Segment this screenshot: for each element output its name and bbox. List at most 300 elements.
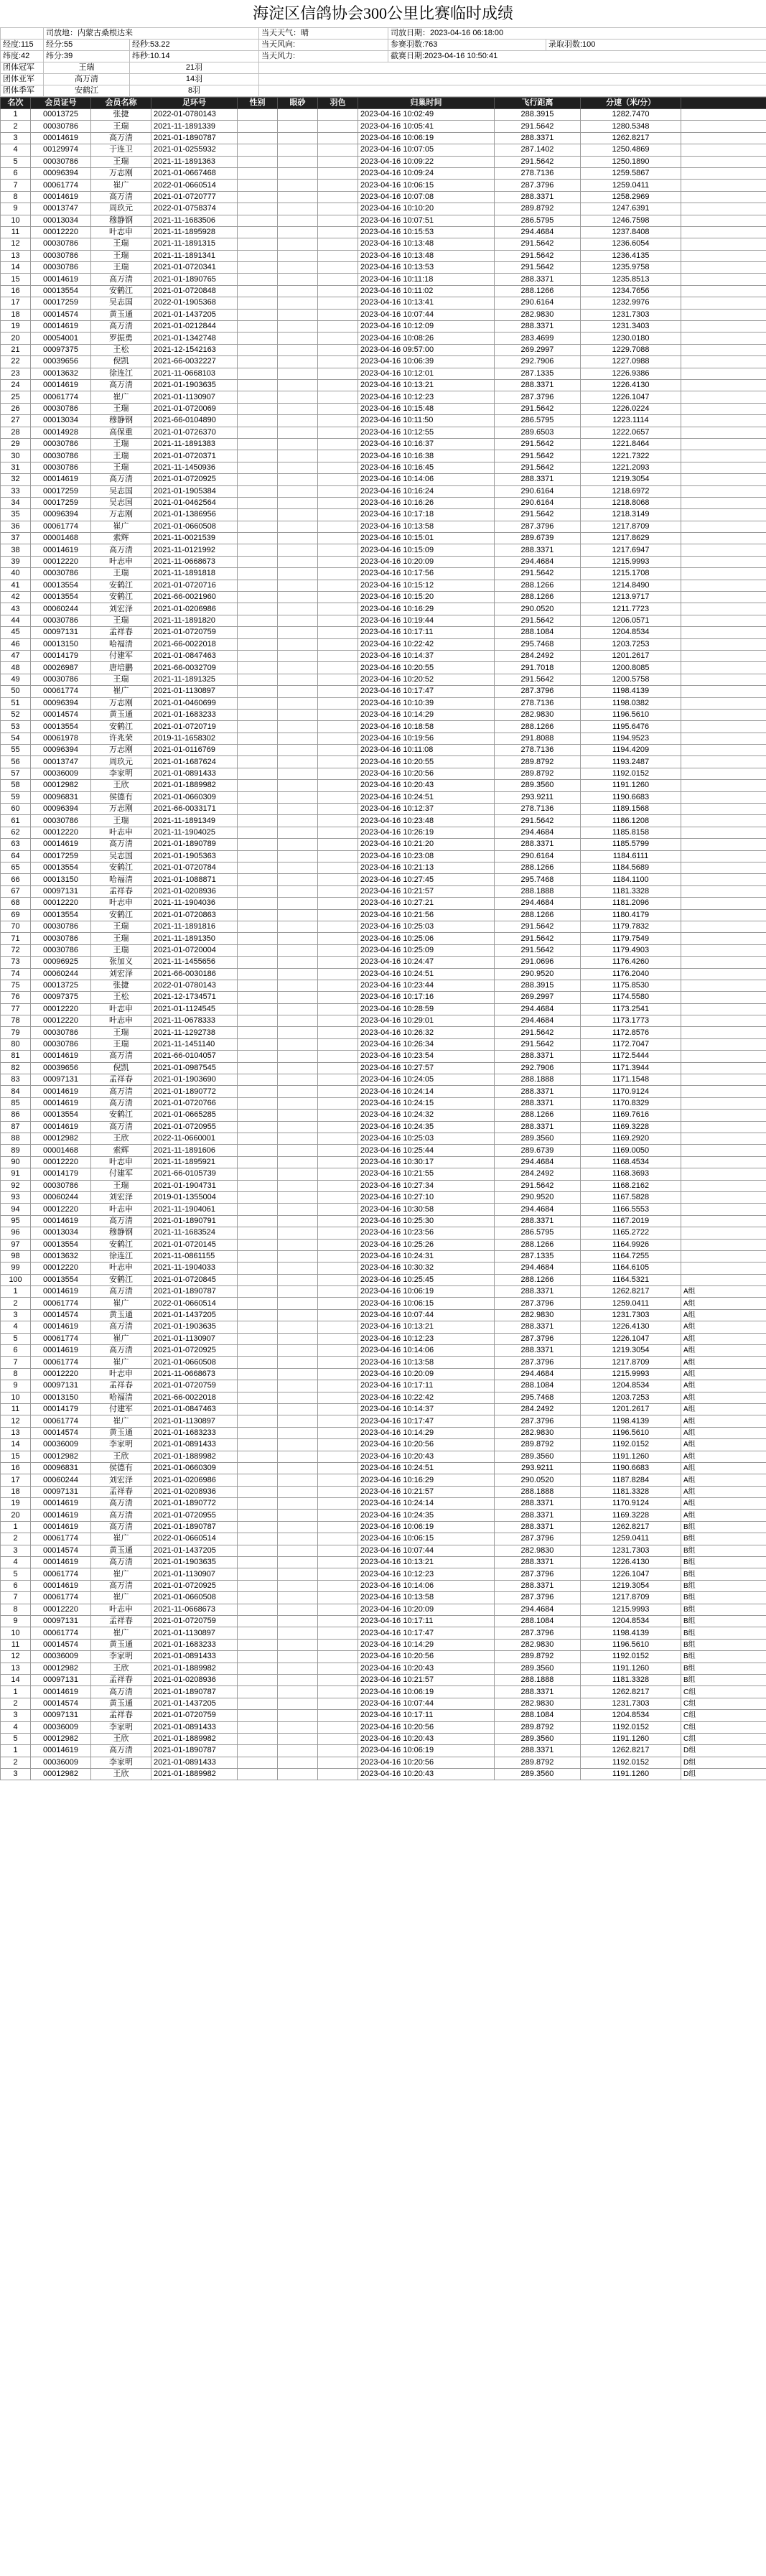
cell-sex: [238, 344, 278, 355]
col-header-distance: 飞行距离: [495, 98, 581, 109]
cell-member-id: 00030786: [31, 568, 91, 580]
cell-arrival-time: 2023-04-16 10:17:11: [358, 1616, 495, 1627]
cell-sex: [238, 556, 278, 567]
cell-eye: [278, 1274, 318, 1285]
cell-group: [681, 238, 766, 250]
cell-eye: [278, 1062, 318, 1074]
cell-member-id: 00013554: [31, 285, 91, 297]
cell-member-id: 00012220: [31, 1604, 91, 1615]
cell-rank: 67: [1, 885, 31, 897]
cell-rank: 82: [1, 1062, 31, 1074]
cell-arrival-time: 2023-04-16 10:21:57: [358, 1674, 495, 1685]
cell-distance: 287.1402: [495, 144, 581, 156]
cell-speed: 1231.7303: [581, 309, 681, 320]
cell-eye: [278, 1051, 318, 1062]
cell-ring-number: 2021-11-1904061: [151, 1204, 238, 1215]
cell-speed: 1204.8534: [581, 1710, 681, 1721]
cell-rank: 77: [1, 1003, 31, 1015]
cell-ring-number: 2022-01-0758374: [151, 203, 238, 215]
cell-feather-color: [318, 1710, 358, 1721]
cell-sex: [238, 1663, 278, 1674]
table-row: [1, 1180, 766, 1191]
cell-eye: [278, 1345, 318, 1357]
cell-distance: 269.2997: [495, 992, 581, 1003]
cell-distance: 290.6164: [495, 850, 581, 862]
cell-arrival-time: 2023-04-16 10:21:56: [358, 909, 495, 921]
cell-arrival-time: 2023-04-16 10:27:21: [358, 898, 495, 909]
cell-speed: 1184.1100: [581, 874, 681, 885]
cell-eye: [278, 874, 318, 885]
cell-member-id: 00039656: [31, 356, 91, 368]
cell-member-name: 王瑞: [91, 674, 151, 685]
cell-member-name: 李家明: [91, 1439, 151, 1451]
cell-eye: [278, 1415, 318, 1427]
cell-feather-color: [318, 1180, 358, 1191]
cell-distance: 291.5642: [495, 250, 581, 261]
cell-feather-color: [318, 1191, 358, 1203]
cell-member-id: 00014619: [31, 1580, 91, 1591]
cell-member-name: 付建军: [91, 650, 151, 661]
cell-group: [681, 1156, 766, 1168]
cell-member-id: 00014619: [31, 839, 91, 850]
cell-eye: [278, 1710, 318, 1721]
cell-member-name: 王瑞: [91, 1180, 151, 1191]
cell-distance: 288.3371: [495, 1510, 581, 1521]
cell-group: [681, 580, 766, 591]
cell-eye: [278, 933, 318, 944]
cell-feather-color: [318, 438, 358, 450]
cell-distance: 288.3371: [495, 544, 581, 556]
cell-ring-number: 2021-01-0720759: [151, 1616, 238, 1627]
cell-distance: 291.5642: [495, 815, 581, 827]
cell-group: [681, 333, 766, 344]
table-row: [1, 909, 766, 921]
cell-feather-color: [318, 180, 358, 191]
table-row: [1, 898, 766, 909]
cell-eye: [278, 462, 318, 473]
cell-sex: [238, 238, 278, 250]
cell-group: B组: [681, 1627, 766, 1639]
cell-distance: 278.7136: [495, 697, 581, 709]
award-count: 14羽: [130, 74, 259, 85]
cell-member-name: 孟祥春: [91, 1074, 151, 1086]
cell-member-id: 00030786: [31, 1027, 91, 1038]
cell-rank: 5: [1, 1333, 31, 1344]
cell-speed: 1259.0411: [581, 1533, 681, 1545]
cell-arrival-time: 2023-04-16 10:06:19: [358, 1286, 495, 1298]
latitude-min: 纬分:39: [44, 51, 130, 62]
cell-sex: [238, 1651, 278, 1663]
cell-sex: [238, 262, 278, 274]
cell-sex: [238, 1309, 278, 1321]
cell-distance: 291.5642: [495, 1027, 581, 1038]
cell-speed: 1215.9993: [581, 1368, 681, 1380]
cell-sex: [238, 709, 278, 720]
cell-group: [681, 885, 766, 897]
cell-group: [681, 815, 766, 827]
cell-member-name: 高万清: [91, 379, 151, 391]
cell-arrival-time: 2023-04-16 10:17:18: [358, 509, 495, 521]
cell-distance: 291.5642: [495, 438, 581, 450]
cell-sex: [238, 1156, 278, 1168]
cell-rank: 54: [1, 733, 31, 744]
cell-member-id: 00030786: [31, 262, 91, 274]
cell-ring-number: 2021-01-0720759: [151, 1710, 238, 1721]
cell-eye: [278, 144, 318, 156]
cell-distance: 282.9830: [495, 1545, 581, 1556]
cell-member-id: 00096831: [31, 1462, 91, 1474]
cell-rank: 89: [1, 1145, 31, 1156]
team-award-row: [1, 85, 766, 97]
cell-arrival-time: 2023-04-16 10:14:29: [358, 709, 495, 720]
cell-group: [681, 1145, 766, 1156]
cell-group: [681, 1133, 766, 1144]
cell-speed: 1184.6111: [581, 850, 681, 862]
cell-sex: [238, 297, 278, 309]
cell-sex: [238, 144, 278, 156]
cell-sex: [238, 1215, 278, 1227]
cell-rank: 64: [1, 850, 31, 862]
longitude-sec: 经秒:53.22: [130, 39, 259, 51]
cell-member-name: 张捷: [91, 980, 151, 991]
cell-eye: [278, 1086, 318, 1097]
cell-group: [681, 309, 766, 320]
table-row: [1, 1733, 766, 1744]
cell-sex: [238, 592, 278, 603]
cell-arrival-time: 2023-04-16 10:14:29: [358, 1639, 495, 1650]
cell-sex: [238, 368, 278, 379]
cell-distance: 288.3371: [495, 1321, 581, 1333]
cell-arrival-time: 2023-04-16 10:24:31: [358, 1250, 495, 1262]
cell-member-id: 00013034: [31, 215, 91, 226]
cell-member-name: 张捷: [91, 109, 151, 121]
cell-distance: 291.0696: [495, 957, 581, 968]
cell-rank: 81: [1, 1051, 31, 1062]
cell-eye: [278, 1651, 318, 1663]
cell-member-name: 高万清: [91, 1686, 151, 1698]
cell-rank: 9: [1, 203, 31, 215]
cell-distance: 288.3371: [495, 1745, 581, 1757]
cell-speed: 1185.5799: [581, 839, 681, 850]
cell-feather-color: [318, 144, 358, 156]
cell-member-name: 王瑞: [91, 450, 151, 462]
table-row: [1, 1674, 766, 1685]
cell-group: [681, 780, 766, 791]
cell-speed: 1176.2040: [581, 968, 681, 980]
cell-rank: 1: [1, 109, 31, 121]
cell-member-id: 00017259: [31, 497, 91, 508]
cell-feather-color: [318, 167, 358, 179]
cell-distance: 288.3915: [495, 109, 581, 121]
cell-rank: 60: [1, 804, 31, 815]
cell-speed: 1231.3403: [581, 321, 681, 333]
cell-member-id: 00012220: [31, 1368, 91, 1380]
cell-rank: 1: [1, 1521, 31, 1533]
cell-speed: 1215.9993: [581, 556, 681, 567]
cell-member-id: 00013150: [31, 1392, 91, 1403]
cell-speed: 1181.3328: [581, 1674, 681, 1685]
cell-speed: 1250.4869: [581, 144, 681, 156]
cell-eye: [278, 485, 318, 497]
cell-member-name: 高万清: [91, 274, 151, 285]
cell-rank: 80: [1, 1038, 31, 1050]
cell-distance: 287.3796: [495, 1533, 581, 1545]
cell-eye: [278, 1757, 318, 1768]
cell-rank: 32: [1, 474, 31, 485]
cell-feather-color: [318, 1227, 358, 1239]
cell-rank: 11: [1, 1403, 31, 1415]
table-row: [1, 850, 766, 862]
cell-group: [681, 450, 766, 462]
cell-rank: 74: [1, 968, 31, 980]
cell-speed: 1226.0224: [581, 403, 681, 414]
cell-ring-number: 2021-66-0104890: [151, 415, 238, 427]
table-row: [1, 1663, 766, 1674]
cell-speed: 1194.4209: [581, 745, 681, 756]
cell-sex: [238, 827, 278, 838]
cell-speed: 1221.8464: [581, 438, 681, 450]
cell-member-name: 安鹤江: [91, 592, 151, 603]
cell-group: A组: [681, 1498, 766, 1510]
table-row: [1, 1062, 766, 1074]
cell-ring-number: 2021-01-0208936: [151, 1486, 238, 1497]
cell-member-name: 安鹤江: [91, 285, 151, 297]
cell-feather-color: [318, 1580, 358, 1591]
cell-sex: [238, 638, 278, 650]
cell-sex: [238, 203, 278, 215]
cell-arrival-time: 2023-04-16 10:16:45: [358, 462, 495, 473]
cell-arrival-time: 2023-04-16 10:26:32: [358, 1027, 495, 1038]
cell-sex: [238, 1321, 278, 1333]
cell-rank: 58: [1, 780, 31, 791]
cell-member-name: 高万清: [91, 1580, 151, 1591]
cell-member-id: 00013554: [31, 909, 91, 921]
cell-rank: 6: [1, 1580, 31, 1591]
cell-arrival-time: 2023-04-16 10:20:09: [358, 1368, 495, 1380]
cell-ring-number: 2021-01-1683233: [151, 1639, 238, 1650]
cell-sex: [238, 756, 278, 768]
cell-group: [681, 603, 766, 615]
cell-speed: 1172.8576: [581, 1027, 681, 1038]
cell-speed: 1191.1260: [581, 1733, 681, 1744]
cell-group: [681, 274, 766, 285]
cell-speed: 1195.6476: [581, 721, 681, 733]
cell-group: [681, 1204, 766, 1215]
col-header-member-name: 会员名称: [91, 98, 151, 109]
cell-sex: [238, 745, 278, 756]
cell-eye: [278, 603, 318, 615]
cell-member-name: 王欣: [91, 1663, 151, 1674]
cell-group: B组: [681, 1651, 766, 1663]
cell-speed: 1168.3693: [581, 1168, 681, 1180]
cell-member-name: 黄玉通: [91, 709, 151, 720]
cell-group: [681, 1110, 766, 1121]
cell-ring-number: 2021-11-1891339: [151, 121, 238, 132]
cell-feather-color: [318, 1745, 358, 1757]
cell-eye: [278, 697, 318, 709]
cell-rank: 44: [1, 615, 31, 626]
cell-arrival-time: 2023-04-16 10:08:26: [358, 333, 495, 344]
cell-eye: [278, 1015, 318, 1027]
cell-member-name: 高万清: [91, 839, 151, 850]
table-row: [1, 1639, 766, 1650]
table-row: [1, 686, 766, 697]
table-row: [1, 1321, 766, 1333]
cell-ring-number: 2021-01-1130897: [151, 686, 238, 697]
cell-group: C组: [681, 1686, 766, 1698]
results-header: [1, 98, 766, 109]
cell-member-name: 徐连江: [91, 368, 151, 379]
cell-member-name: 万志刚: [91, 697, 151, 709]
cell-distance: 292.7906: [495, 1062, 581, 1074]
cell-distance: 291.5642: [495, 156, 581, 167]
cell-member-name: 黄玉通: [91, 1545, 151, 1556]
info-row-2: [1, 39, 766, 51]
cell-eye: [278, 309, 318, 320]
cell-feather-color: [318, 697, 358, 709]
cell-member-name: 王瑞: [91, 250, 151, 261]
cell-feather-color: [318, 1321, 358, 1333]
cell-eye: [278, 721, 318, 733]
cell-rank: 8: [1, 1604, 31, 1615]
cell-sex: [238, 1439, 278, 1451]
cell-arrival-time: 2023-04-16 10:24:14: [358, 1086, 495, 1097]
cell-member-id: 00026987: [31, 662, 91, 674]
cell-feather-color: [318, 1133, 358, 1144]
cell-member-name: 王松: [91, 992, 151, 1003]
cell-ring-number: 2019-01-1355004: [151, 1191, 238, 1203]
cell-member-name: 倪凯: [91, 1062, 151, 1074]
cell-distance: 287.1335: [495, 1250, 581, 1262]
cell-rank: 59: [1, 791, 31, 803]
cell-eye: [278, 592, 318, 603]
table-row: [1, 309, 766, 320]
cell-sex: [238, 1639, 278, 1650]
cell-member-name: 王瑞: [91, 156, 151, 167]
cell-group: B组: [681, 1639, 766, 1650]
cell-ring-number: 2021-01-0208936: [151, 1674, 238, 1685]
cell-member-id: 00014574: [31, 1639, 91, 1650]
cell-rank: 14: [1, 1674, 31, 1685]
cell-sex: [238, 485, 278, 497]
cell-member-name: 穆静钢: [91, 215, 151, 226]
cell-member-name: 王瑞: [91, 462, 151, 473]
cell-feather-color: [318, 638, 358, 650]
cell-group: [681, 474, 766, 485]
cell-speed: 1211.7723: [581, 603, 681, 615]
cell-member-name: 叶志申: [91, 226, 151, 238]
cell-rank: 42: [1, 592, 31, 603]
cell-arrival-time: 2023-04-16 10:15:09: [358, 544, 495, 556]
cell-member-name: 吴志国: [91, 297, 151, 309]
col-header-rank: 名次: [1, 98, 31, 109]
cell-speed: 1246.7598: [581, 215, 681, 226]
cell-arrival-time: 2023-04-16 10:06:19: [358, 132, 495, 144]
cell-member-id: 00036009: [31, 1721, 91, 1733]
cell-member-id: 00097131: [31, 1380, 91, 1392]
cell-feather-color: [318, 1215, 358, 1227]
cell-eye: [278, 1133, 318, 1144]
cell-ring-number: 2021-11-1891818: [151, 568, 238, 580]
cell-member-name: 刘宏泽: [91, 968, 151, 980]
cell-arrival-time: 2023-04-16 10:24:32: [358, 1110, 495, 1121]
cell-group: A组: [681, 1392, 766, 1403]
cell-member-id: 00014619: [31, 1051, 91, 1062]
cell-ring-number: 2021-01-0720766: [151, 1097, 238, 1109]
cell-group: C组: [681, 1721, 766, 1733]
table-row: [1, 1015, 766, 1027]
cell-member-id: 00013554: [31, 1239, 91, 1250]
cell-rank: 7: [1, 180, 31, 191]
cell-ring-number: 2021-01-0720716: [151, 580, 238, 591]
cell-group: [681, 921, 766, 932]
table-row: [1, 1392, 766, 1403]
table-row: [1, 285, 766, 297]
cell-distance: 291.5642: [495, 615, 581, 626]
cell-rank: 3: [1, 1710, 31, 1721]
cell-arrival-time: 2023-04-16 10:20:56: [358, 1721, 495, 1733]
cell-member-id: 00097131: [31, 627, 91, 638]
cell-ring-number: 2021-01-1890765: [151, 274, 238, 285]
cell-sex: [238, 1003, 278, 1015]
cell-sex: [238, 474, 278, 485]
cell-feather-color: [318, 191, 358, 203]
cell-rank: 20: [1, 1510, 31, 1521]
cell-rank: 39: [1, 556, 31, 567]
table-row: [1, 1309, 766, 1321]
cell-member-id: 00014574: [31, 1427, 91, 1438]
cell-distance: 284.2492: [495, 650, 581, 661]
cell-eye: [278, 1357, 318, 1368]
cell-speed: 1217.8709: [581, 521, 681, 532]
cell-group: B组: [681, 1533, 766, 1545]
cell-arrival-time: 2023-04-16 10:13:48: [358, 250, 495, 261]
cell-group: [681, 1062, 766, 1074]
cell-speed: 1219.3054: [581, 474, 681, 485]
cell-distance: 288.1266: [495, 580, 581, 591]
cell-group: [681, 144, 766, 156]
cell-rank: 52: [1, 709, 31, 720]
cell-member-name: 高万清: [91, 132, 151, 144]
cell-arrival-time: 2023-04-16 10:20:43: [358, 1663, 495, 1674]
table-row: [1, 1239, 766, 1250]
cell-sex: [238, 121, 278, 132]
cell-group: [681, 980, 766, 991]
cell-rank: 6: [1, 1345, 31, 1357]
cell-member-name: 崔广: [91, 391, 151, 403]
cell-arrival-time: 2023-04-16 10:07:44: [358, 1698, 495, 1709]
cell-sex: [238, 427, 278, 438]
cell-arrival-time: 2023-04-16 10:06:15: [358, 1298, 495, 1309]
cell-arrival-time: 2023-04-16 10:20:56: [358, 1651, 495, 1663]
cell-group: [681, 544, 766, 556]
cell-group: [681, 167, 766, 179]
cell-member-name: 黄玉通: [91, 1309, 151, 1321]
cell-feather-color: [318, 957, 358, 968]
cell-member-id: 00097131: [31, 885, 91, 897]
cell-sex: [238, 1710, 278, 1721]
cell-eye: [278, 1156, 318, 1168]
cell-member-id: 00013725: [31, 980, 91, 991]
cell-eye: [278, 1286, 318, 1298]
cell-eye: [278, 580, 318, 591]
cell-speed: 1259.5867: [581, 167, 681, 179]
cell-speed: 1215.9993: [581, 1604, 681, 1615]
cell-group: B组: [681, 1604, 766, 1615]
cell-feather-color: [318, 627, 358, 638]
cell-group: [681, 839, 766, 850]
table-row: [1, 815, 766, 827]
